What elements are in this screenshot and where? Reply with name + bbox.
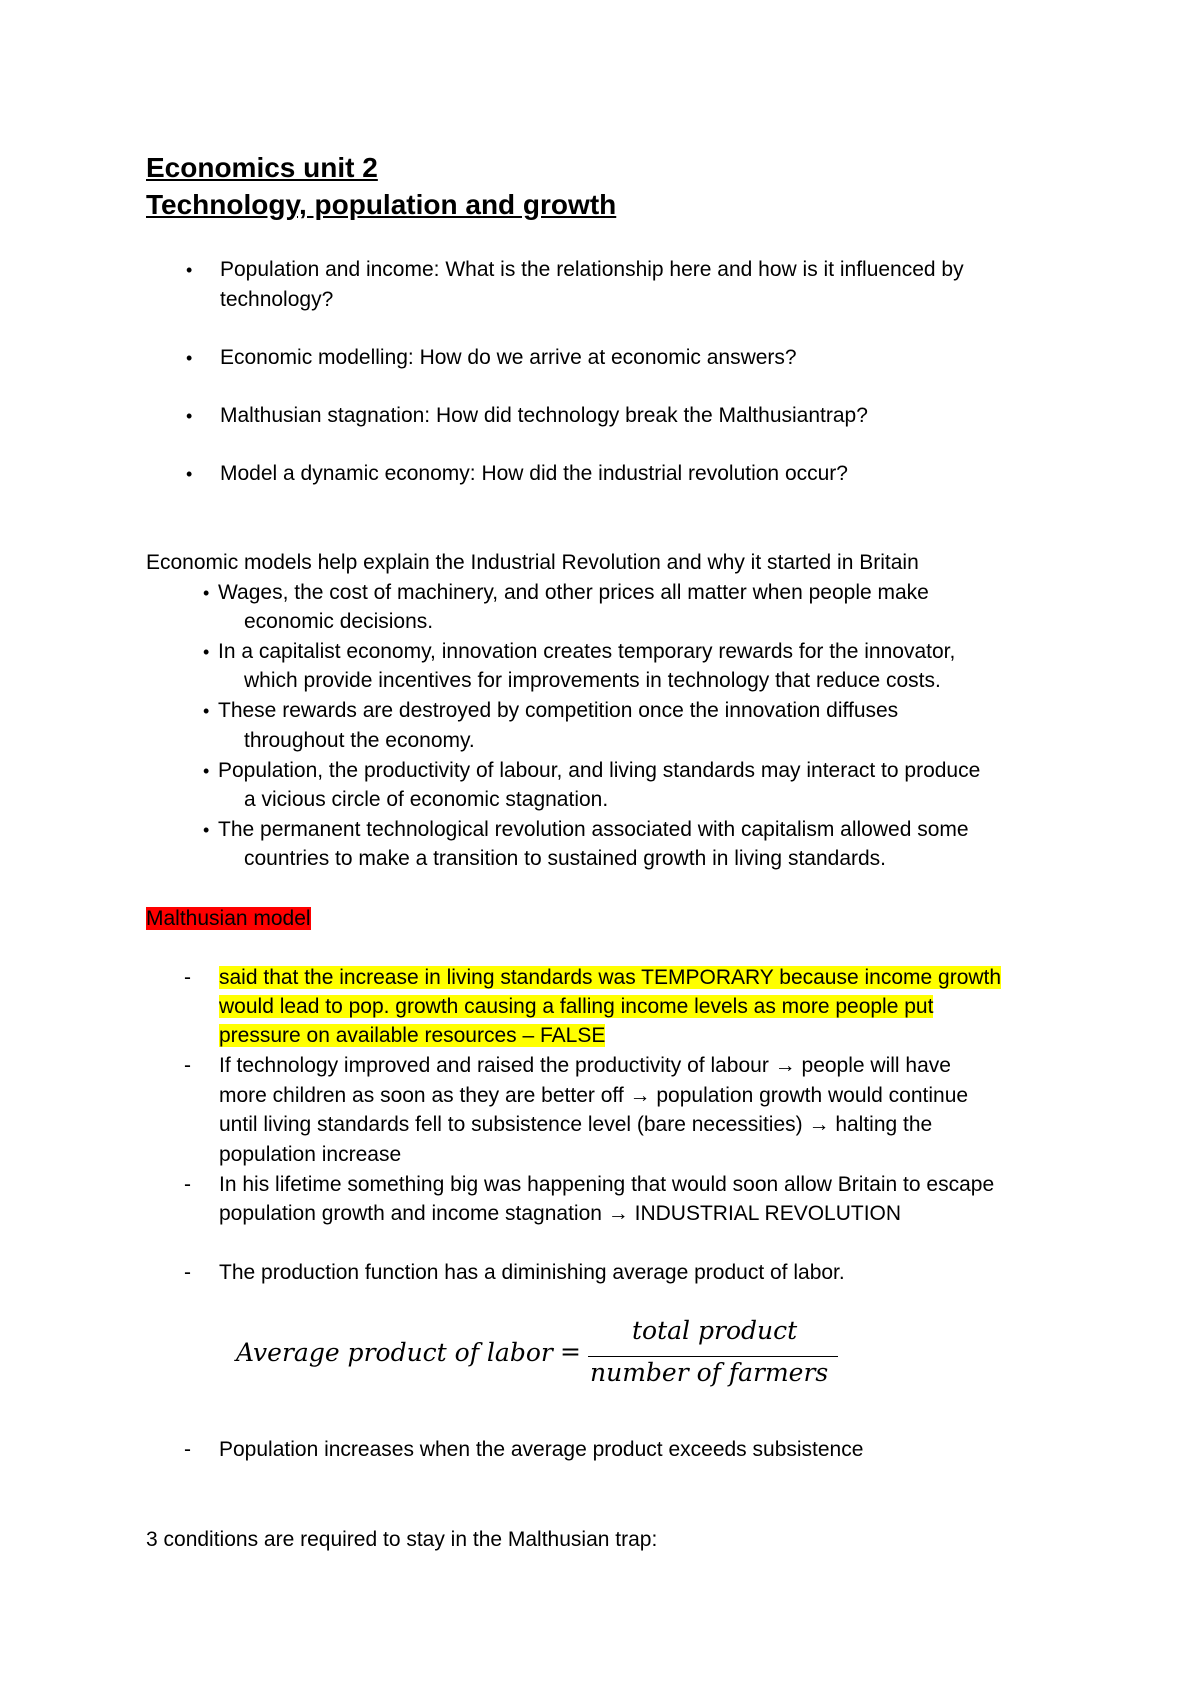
malthus-item-text: population growth would continue xyxy=(656,1084,969,1107)
bullet-icon: • xyxy=(203,583,210,603)
malthus-item-highlighted xyxy=(219,993,933,1021)
malthus-item-highlighted xyxy=(219,1022,605,1050)
dash-marker: - xyxy=(184,1054,191,1077)
models-point-continued: countries to make a transition to sustained growth in living standards. xyxy=(244,847,887,870)
models-point-continued: economic decisions. xyxy=(244,610,434,633)
models-intro: Economic models help explain the Industrial Revolution and why it started in Britain xyxy=(146,551,919,574)
bullet-icon: • xyxy=(203,701,210,721)
malthus-item-text: halting the xyxy=(835,1113,933,1136)
models-point: These rewards are destroyed by competition once the innovation diffuses xyxy=(218,699,899,722)
highlighted-text: said that the increase in living standards was TEMPORARY because income growth xyxy=(219,966,1002,989)
arrow-icon: → xyxy=(629,1084,651,1107)
malthus-item-text: INDUSTRIAL REVOLUTION xyxy=(634,1202,902,1225)
malthus-item: Population increases when the average product exceeds subsistence xyxy=(219,1438,864,1461)
malthus-item xyxy=(219,1052,951,1080)
malthus-item-continued: population increase xyxy=(219,1143,402,1166)
malthus-item: In his lifetime something big was happening that would soon allow Britain to escape xyxy=(219,1173,995,1196)
highlighted-text: would lead to pop. growth causing a falling income levels as more people put xyxy=(219,995,934,1018)
dash-marker: - xyxy=(184,1438,191,1461)
document-title-unit: Economics unit 2 xyxy=(146,152,378,183)
dash-marker: - xyxy=(184,966,191,989)
arrow-icon: → xyxy=(607,1202,629,1225)
malthus-item-text: If technology improved and raised the productivity of labour xyxy=(219,1054,769,1077)
bullet-icon: • xyxy=(186,260,193,280)
models-point-continued: which provide incentives for improvements in technology that reduce costs. xyxy=(244,669,941,692)
malthus-item-text: more children as soon as they are better off xyxy=(219,1084,624,1107)
dash-marker: - xyxy=(184,1261,191,1284)
malthus-item-continued xyxy=(219,1200,901,1228)
malthus-item-continued xyxy=(219,1082,968,1110)
models-point: Population, the productivity of labour, and living standards may interact to produce xyxy=(218,759,981,782)
bullet-icon: • xyxy=(203,761,210,781)
bullet-icon: • xyxy=(186,464,193,484)
models-point: The permanent technological revolution associated with capitalism allowed some xyxy=(218,818,969,841)
models-point: In a capitalist economy, innovation creates temporary rewards for the innovator, xyxy=(218,640,956,663)
malthus-item-continued xyxy=(219,1111,932,1139)
topic-item: Population and income: What is the relationship here and how is it influenced by xyxy=(220,258,964,281)
models-point-continued: a vicious circle of economic stagnation. xyxy=(244,788,609,811)
malthus-item-text: population growth and income stagnation xyxy=(219,1202,602,1225)
arrow-icon: → xyxy=(808,1113,830,1136)
models-point-continued: throughout the economy. xyxy=(244,729,475,752)
malthus-heading xyxy=(146,905,311,933)
formula-equals: = xyxy=(560,1337,581,1366)
arrow-icon: → xyxy=(774,1054,796,1077)
formula-lhs: Average product of labor xyxy=(236,1338,553,1367)
malthus-item: The production function has a diminishing average product of labor. xyxy=(219,1261,845,1284)
bullet-icon: • xyxy=(203,820,210,840)
dash-marker: - xyxy=(184,1173,191,1196)
malthus-item-text: until living standards fell to subsistence level (bare necessities) xyxy=(219,1113,803,1136)
topic-item: Model a dynamic economy: How did the industrial revolution occur? xyxy=(220,462,848,485)
malthus-heading-text: Malthusian model xyxy=(146,907,311,930)
bullet-icon: • xyxy=(186,406,193,426)
document-title-topic: Technology, population and growth xyxy=(146,189,617,220)
fraction-bar xyxy=(588,1356,838,1357)
bullet-icon: • xyxy=(186,348,193,368)
conditions-text: 3 conditions are required to stay in the Malthusian trap: xyxy=(146,1528,658,1551)
formula-numerator: total product xyxy=(632,1316,798,1345)
formula-denominator: number of farmers xyxy=(590,1358,829,1387)
topic-item: Malthusian stagnation: How did technology break the Malthusiantrap? xyxy=(220,404,868,427)
bullet-icon: • xyxy=(203,642,210,662)
models-point: Wages, the cost of machinery, and other prices all matter when people make xyxy=(218,581,929,604)
topic-item: Economic modelling: How do we arrive at economic answers? xyxy=(220,346,797,369)
highlighted-text: pressure on available resources – FALSE xyxy=(219,1024,606,1047)
topic-item-continued: technology? xyxy=(220,288,334,311)
malthus-item-text: people will have xyxy=(801,1054,951,1077)
malthus-item-highlighted xyxy=(219,964,1001,992)
